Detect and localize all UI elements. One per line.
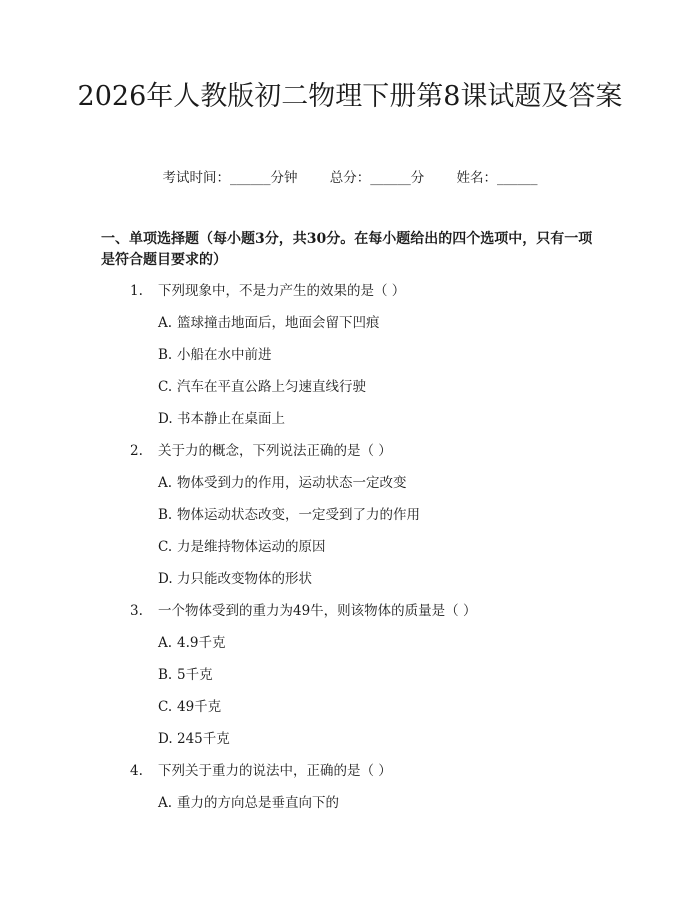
answer-option — [158, 537, 326, 557]
question-text: 关于力的概念，下列说法正确的是（ ） — [158, 443, 392, 459]
total-score: 总分：______分 — [329, 170, 425, 186]
question-stem — [130, 281, 405, 301]
option-text: 小船在水中前进 — [177, 347, 272, 363]
option-text: 245千克 — [177, 731, 230, 747]
option-letter: A. — [158, 475, 173, 491]
answer-option — [158, 729, 230, 749]
option-text: 5千克 — [177, 667, 213, 683]
answer-option — [158, 473, 407, 493]
option-text: 49千克 — [177, 699, 222, 715]
document-title: 2026年人教版初二物理下册第8课试题及答案 — [77, 81, 623, 112]
option-letter: B. — [158, 347, 173, 363]
answer-option — [158, 633, 225, 653]
answer-option — [158, 665, 213, 685]
option-letter: B. — [158, 667, 173, 683]
option-letter: A. — [158, 635, 173, 651]
option-text: 汽车在平直公路上匀速直线行驶 — [177, 379, 366, 395]
answer-option — [158, 697, 221, 717]
exam-time: 考试时间：______分钟 — [162, 170, 298, 186]
answer-option — [158, 505, 420, 525]
option-letter: B. — [158, 507, 173, 523]
option-letter: C. — [158, 539, 173, 555]
option-text: 4.9千克 — [177, 635, 226, 651]
question-stem — [130, 761, 392, 781]
answer-option — [158, 793, 339, 813]
option-letter: C. — [158, 699, 173, 715]
option-letter: C. — [158, 379, 173, 395]
answer-option — [158, 345, 272, 365]
answer-option — [158, 569, 312, 589]
option-text: 力只能改变物体的形状 — [177, 571, 312, 587]
option-text: 物体运动状态改变，一定受到了力的作用 — [177, 507, 420, 523]
question-text: 下列关于重力的说法中，正确的是（ ） — [158, 763, 392, 779]
question-number: 3. — [130, 603, 143, 619]
question-stem — [130, 601, 476, 621]
option-letter: A. — [158, 795, 173, 811]
option-letter: D. — [158, 571, 173, 587]
option-text: 物体受到力的作用，运动状态一定改变 — [177, 475, 407, 491]
student-name: 姓名：______ — [456, 170, 538, 186]
option-text: 书本静止在桌面上 — [177, 411, 285, 427]
answer-option — [158, 409, 285, 429]
option-letter: D. — [158, 731, 173, 747]
section-heading: 一、单项选择题（每小题3分，共30分。在每小题给出的四个选项中，只有一项是符合题目要求的） — [101, 231, 593, 268]
question-number: 1. — [130, 283, 143, 299]
question-text: 一个物体受到的重力为49牛，则该物体的质量是（ ） — [158, 603, 477, 619]
option-letter: D. — [158, 411, 173, 427]
option-text: 篮球撞击地面后，地面会留下凹痕 — [177, 315, 380, 331]
option-letter: A. — [158, 315, 173, 331]
option-text: 力是维持物体运动的原因 — [177, 539, 326, 555]
answer-option — [158, 313, 380, 333]
question-number: 2. — [130, 443, 143, 459]
option-text: 重力的方向总是垂直向下的 — [177, 795, 339, 811]
question-text: 下列现象中，不是力产生的效果的是（ ） — [158, 283, 406, 299]
question-stem — [130, 441, 392, 461]
question-number: 4. — [130, 763, 143, 779]
answer-option — [158, 377, 366, 397]
